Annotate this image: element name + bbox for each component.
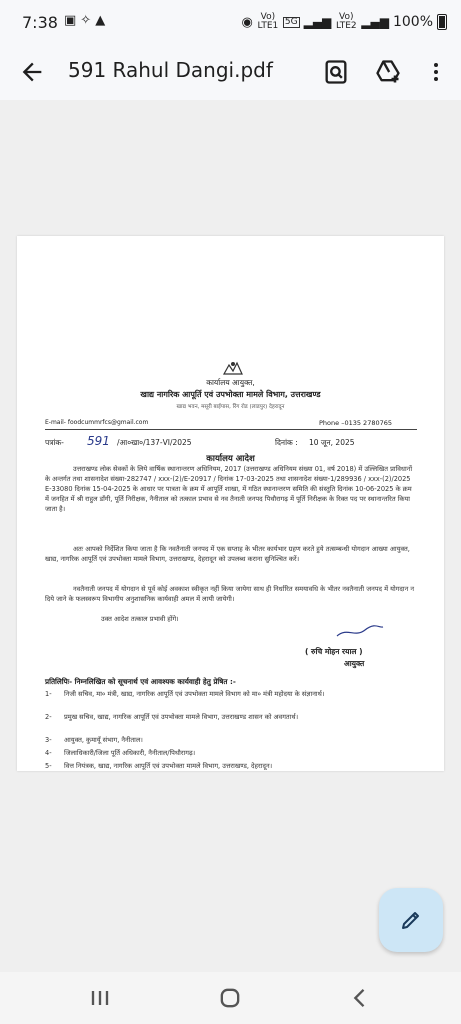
edit-fab-button[interactable]	[379, 888, 443, 952]
add-to-drive-icon[interactable]	[374, 58, 402, 86]
copy-item-number: 3-	[45, 736, 52, 744]
sim2-label: Vo) LTE2	[335, 12, 357, 31]
pdf-viewer[interactable]	[0, 100, 461, 972]
order-paragraph-3: नवतैनाती जनपद में योगदान से पूर्व कोई अवकाश स्वीकृत नहीं किया जायेगा साथ ही निर्धारित समयावधि के भीतर नवतैनाती जनपद में योगदान न दिये जाने के फलस्वरूप विभागीय अनुशासनिक कार्यवाही अमल में लायी जायेगी।	[45, 585, 415, 603]
copy-item-text: प्रमुख सचिव, खाद्य, नागरिक आपूर्ति एवं उपभोक्ता मामले विभाग, उत्तराखण्ड शासन को अवगतार्थ।	[64, 713, 299, 721]
reference-handwritten: 591	[87, 434, 110, 448]
hotspot-icon: ◉	[241, 14, 253, 30]
reference-label: पत्रांक-	[45, 438, 64, 447]
signal-icon: ▂▄▆	[361, 15, 389, 29]
signature-1	[335, 624, 385, 640]
search-document-icon[interactable]	[322, 58, 350, 86]
sim1-network: 5G	[284, 16, 298, 27]
copy-item-text: जिलाधिकारी/जिला पूर्ति अधिकारी, नैनीताल/पिथौरागढ़।	[64, 749, 196, 757]
copy-item-text: वित्त नियंत्रक, खाद्य, नागरिक आपूर्ति एवं उपभोक्ता मामले विभाग, उत्तराखण्ड, देहरादून।	[64, 762, 273, 770]
order-paragraph-1: उत्तराखण्ड लोक सेवकों के लिये वार्षिक स्थानान्तरण अधिनियम, 2017 (उत्तराखण्ड अधिनियम संख्या 01, वर्ष 2018) में उल्लिखित प्राविधानों के अन्तर्गत तथा शासनादेश संख्या-282747 / xxx-(2)/E-20917 / दिनांक 17-03-2025 तथा शासनादेश संख्या-1/289936 / xxx-(2)/2025 E-33080 दिनांक 15-04-2025 के आधार पर पात्रता के क्रम में आपूर्ति शाखा, में गठित स्थानान्तरण समिति की संस्तुति दिनांक 10-06-2025 के क्रम में जनहित में श्री राहुल डाँगी, पूर्ति निरीक्षक, नैनीताल को तत्काल प्रभाव से नव तैनाती जनपद पिथौरागढ़ में पूर्ति निरीक्षक के रिक्त पद पर स्थानान्तरित किया जाता है।	[45, 465, 413, 513]
signer-name-1: ( रुचि मोहन रयाल )	[305, 647, 363, 656]
status-bar	[0, 0, 461, 44]
warning-icon: ▲	[95, 13, 110, 28]
home-icon[interactable]	[216, 984, 244, 1012]
app-bar	[0, 44, 461, 100]
copy-item-number: 2-	[45, 713, 52, 721]
date-label: दिनांक :	[275, 438, 298, 447]
phone-text: Phone –0135 2780765	[319, 419, 393, 427]
pen-edit-icon	[399, 908, 423, 932]
signer-title-1: आयुक्त	[344, 659, 365, 668]
battery-icon	[437, 14, 447, 30]
email-text: E-mail- foodcummrfcs@gmail.com	[45, 419, 149, 426]
status-notification-icons	[64, 13, 109, 28]
system-nav-bar	[0, 972, 461, 1024]
copy-item-number: 5-	[45, 762, 52, 770]
header-department: खाद्य नागरिक आपूर्ति एवं उपभोक्ता मामले विभाग, उत्तराखण्ड	[140, 390, 321, 399]
order-title: कार्यालय आदेश	[206, 454, 255, 464]
copy-item-number: 1-	[45, 690, 52, 698]
emblem-icon	[222, 360, 244, 376]
recent-apps-icon[interactable]	[86, 984, 114, 1012]
battery-text: 100%	[392, 14, 433, 30]
copy-heading: प्रतिलिपिः- निम्नलिखित को सूचनार्थ एवं आवश्यक कार्यवाही हेतु प्रेषित :-	[45, 677, 236, 686]
image-icon: ▣	[64, 13, 81, 28]
order-paragraph-2: अतः आपको निर्देशित किया जाता है कि नवतैनाती जनपद में एक सप्ताह के भीतर कार्यभार ग्रहण करते हुये तत्सम्बन्धी योगदान आख्या आयुक्त, खाद्य, नागरिक आपूर्ति एवं उपभोक्ता मामले विभाग, उत्तराखण्ड, देहरादून को उपलब्ध कराना सुनिश्चित करें।	[45, 545, 410, 563]
status-time: 7:38	[22, 13, 58, 32]
reference-number: /आ०खा०/137-VI/2025	[117, 438, 192, 447]
copy-item-text: आयुक्त, कुमायूँ संभाग, नैनीताल।	[64, 736, 143, 744]
header-office: कार्यालय आयुक्त,	[206, 378, 255, 387]
copy-item-number: 4-	[45, 749, 52, 757]
header-divider	[45, 429, 417, 430]
signal-icon: ▂▄▆	[303, 15, 332, 29]
pdf-page	[17, 236, 444, 771]
order-paragraph-4: उक्त आदेश तत्काल प्रभावी होंगे।	[101, 615, 179, 623]
date-value: 10 जून, 2025	[309, 438, 355, 447]
back-arrow-icon[interactable]	[18, 58, 46, 86]
magic-icon: ✧	[80, 13, 96, 28]
status-right	[242, 13, 447, 31]
copy-item-text: निजी सचिव, मा० मंत्री, खाद्य, नागरिक आपूर्ति एवं उपभोक्ता मामले विभाग को मा० मंत्री महोदया के संज्ञानार्थ।	[64, 690, 325, 698]
sim1-label: Vo) LTE1	[257, 12, 279, 31]
back-nav-icon[interactable]	[346, 984, 374, 1012]
header-address: खाद्य भवन, मसूरी बाईपास, रिंग रोड (लाडपुर) देहरादून	[176, 404, 285, 410]
more-options-icon[interactable]	[424, 58, 448, 86]
document-title: 591 Rahul Dangi.pdf	[68, 58, 273, 82]
